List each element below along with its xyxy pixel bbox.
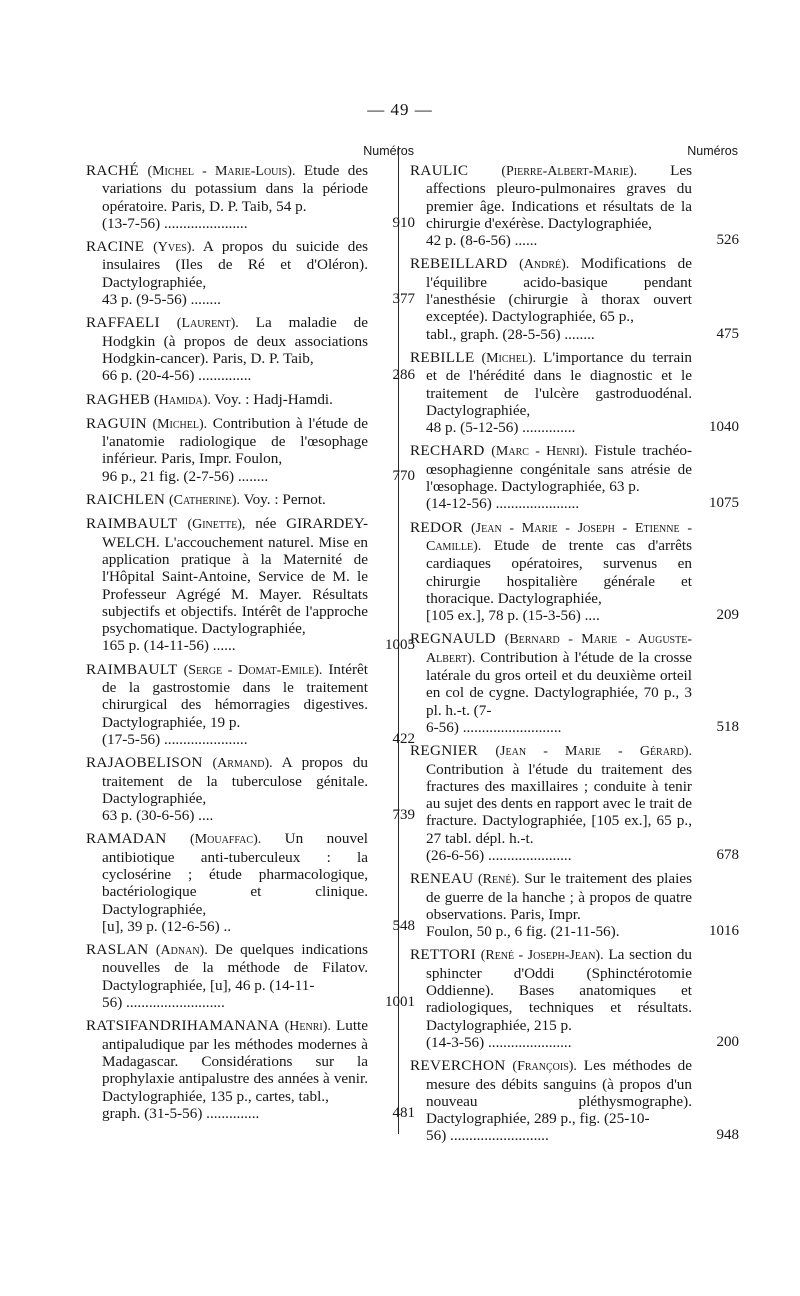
page-number: — 49 —	[367, 100, 433, 119]
thesis-description: Fistule trachéo-œsophagienne congénitale sans atrésie de l'œsophage. Dactylographiée, 63 p.	[426, 442, 692, 496]
author-surname: RETTORI	[410, 946, 476, 964]
thesis-date-line: 6-56) ..........................	[426, 718, 562, 736]
index-entry	[410, 946, 739, 1051]
author-surname: REDOR	[410, 518, 463, 536]
entry-number: 286	[392, 367, 415, 384]
author-surname: RATSIFANDRIHAMANANA	[86, 1017, 280, 1035]
thesis-date-line: 96 p., 21 fig. (2-7-56) ........	[102, 467, 269, 485]
entry-text	[86, 238, 368, 291]
entry-text	[410, 630, 692, 718]
author-given-names: (Michel).	[152, 416, 208, 432]
author-given-names: (André).	[519, 257, 570, 273]
entry-number: 1016	[709, 923, 739, 940]
thesis-date-line: [105 ex.], 78 p. (15-3-56) ....	[426, 607, 600, 625]
column-header-right: Numéros	[687, 144, 738, 158]
thesis-description: De quelques indications nouvelles de la méthode de Filatov. Dactylographiée, [u], 46 p. (14-11-	[102, 941, 369, 994]
index-entry	[86, 162, 415, 232]
entry-text	[86, 491, 368, 509]
entry-text	[86, 754, 368, 807]
entry-text	[410, 519, 692, 607]
index-entry	[86, 660, 415, 748]
author-given-names: (Adnan).	[155, 943, 208, 959]
thesis-description: Contribution à l'étude de l'anatomie radiologique de l'œsophage inférieur. Paris, Impr. Foulon,	[102, 414, 368, 468]
index-entry	[410, 255, 739, 343]
author-surname: RAIMBAULT	[86, 515, 178, 533]
index-entry	[410, 1057, 739, 1145]
author-surname: REVERCHON	[410, 1057, 506, 1075]
index-entry	[410, 518, 739, 625]
thesis-date-line: 48 p. (5-12-56) ..............	[426, 419, 576, 437]
thesis-description: Etude de trente cas d'arrêts cardiaques opératoires, survenus en chirurgie hospitalière générale et thoracique. Dactylographiée,	[426, 536, 692, 607]
thesis-description: Voy. : Pernot.	[243, 491, 326, 509]
index-entry	[86, 941, 415, 1012]
author-surname: RAIMBAULT	[86, 660, 178, 678]
thesis-date-line: (14-12-56) ......................	[426, 495, 580, 513]
thesis-description: A propos du traitement de la tuberculose génitale. Dactylographiée,	[102, 754, 368, 807]
index-entry	[86, 515, 415, 655]
entry-number: 209	[716, 607, 739, 624]
index-entry	[410, 348, 739, 437]
author-given-names: (Pierre-Albert-Marie).	[501, 164, 638, 179]
entry-text	[86, 162, 368, 215]
entry-text	[410, 742, 692, 847]
author-given-names: (François).	[512, 1059, 577, 1075]
author-surname: RASLAN	[86, 941, 149, 959]
thesis-date-line: 43 p. (9-5-56) ........	[102, 291, 221, 309]
entry-number: 678	[716, 846, 739, 863]
index-entry	[410, 442, 739, 513]
entry-text	[410, 255, 692, 325]
thesis-date-line: (17-5-56) ......................	[102, 730, 248, 748]
author-given-names: (Catherine).	[168, 493, 241, 509]
author-surname: RAMADAN	[86, 830, 167, 848]
entry-number: 1005	[385, 637, 415, 654]
index-entry	[86, 314, 415, 385]
author-given-names: (Hamida).	[154, 392, 211, 408]
author-given-names: (Laurent).	[176, 316, 239, 332]
entry-text	[86, 661, 368, 731]
entry-text	[410, 946, 692, 1033]
entry-text	[410, 162, 692, 232]
author-surname: REGNIER	[410, 742, 478, 760]
entry-number: 200	[716, 1033, 739, 1050]
thesis-date-line: (13-7-56) ......................	[102, 214, 248, 232]
thesis-description: Contribution à l'étude du traitement des fractures des maxillaires ; conduite à tenir au sujet des dents en rapport avec le trait de fracture. Dactylographiée, [105 ex.], 65 p., 27 tabl. dépl. h.-t.	[426, 760, 692, 847]
index-entry	[410, 870, 739, 941]
entry-text	[410, 870, 692, 923]
entry-number: 739	[392, 807, 415, 824]
index-entry	[410, 742, 739, 864]
entry-text	[410, 1057, 692, 1127]
index-entry	[86, 238, 415, 309]
author-given-names: (Mouaffac).	[190, 832, 262, 848]
right-column	[410, 140, 739, 1151]
index-entry	[86, 830, 415, 935]
thesis-date-line: 56) ..........................	[102, 994, 225, 1012]
thesis-description: L'importance du terrain et de l'hérédité dans le diagnostic et le traitement de l'ulcère gastroduodénal. Dactylographiée,	[426, 348, 693, 419]
entry-text	[86, 314, 368, 367]
index-entry	[410, 630, 739, 736]
author-surname: RAFFAELI	[86, 314, 160, 332]
entry-text	[86, 830, 368, 917]
left-entry-list	[86, 162, 415, 1122]
thesis-description: Lutte antipaludique par les méthodes modernes à Madagascar. Considérations sur la prophylaxie antipalustre des années à venir. Dactylographiée, 135 p., cartes, tabl.,	[102, 1017, 369, 1105]
thesis-description: La maladie de Hodgkin (à propos de deux associations Hodgkin-cancer). Paris, D. P. Taib,	[102, 314, 369, 367]
entry-number: 526	[716, 232, 739, 249]
thesis-date-line: 165 p. (14-11-56) ......	[102, 637, 236, 655]
thesis-date-line: 42 p. (8-6-56) ......	[426, 232, 538, 250]
right-entry-list	[410, 162, 739, 1145]
entry-text	[86, 941, 368, 994]
author-surname: REBEILLARD	[410, 255, 508, 273]
author-surname: RENEAU	[410, 870, 474, 888]
thesis-description: Les affections pleuro-pulmonaires graves du premier âge. Indications et résultats de la chirurgie d'exérèse. Dactylographiée,	[426, 162, 692, 232]
entry-number: 481	[392, 1104, 415, 1121]
author-given-names: (Armand).	[212, 756, 273, 772]
entry-number: 548	[392, 917, 415, 934]
author-given-names: (Henri).	[284, 1019, 331, 1035]
thesis-date-line: [u], 39 p. (12-6-56) ..	[102, 917, 232, 935]
thesis-description: Contribution à l'étude de la crosse latérale du gros orteil et du deuxième orteil en col de cygne. Dactylographiée, 70 p., 3 pl. h.-t. (7-	[426, 648, 693, 719]
thesis-description: Voy. : Hadj-Hamdi.	[214, 390, 333, 408]
entry-text	[410, 442, 692, 495]
entry-number: 948	[716, 1127, 739, 1144]
thesis-date-line: (14-3-56) ......................	[426, 1033, 572, 1051]
index-entry	[86, 754, 415, 825]
author-given-names: (Jean - Marie - Joseph - Etienne - Camille).	[426, 520, 692, 554]
author-surname: RECHARD	[410, 442, 485, 460]
author-surname: REBILLE	[410, 348, 475, 366]
author-given-names: (Michel).	[481, 350, 537, 366]
author-given-names: (Jean - Marie - Gérard).	[495, 744, 692, 760]
author-surname: RACINE	[86, 238, 145, 256]
entry-text	[410, 349, 692, 419]
thesis-date-line: tabl., graph. (28-5-56) ........	[426, 325, 595, 343]
thesis-description: Intérêt de la gastrostomie dans le traitement chirurgical des hémorragies digestives. Dactylographiée, 19 p.	[102, 660, 368, 731]
author-surname: RACHÉ	[86, 162, 139, 179]
entry-text	[86, 1017, 368, 1104]
thesis-description: Un nouvel antibiotique anti-tuberculeux : la cyclosérine ; étude pharmacologique, bactériologique et clinique. Dactylographiée,	[102, 830, 369, 918]
left-column	[86, 140, 415, 1128]
thesis-description: Sur le traitement des plaies de guerre de la hanche ; à propos de quatre observations. Paris, Impr.	[426, 870, 693, 923]
entry-number: 377	[392, 291, 415, 308]
index-entry	[86, 1017, 415, 1122]
thesis-date-line: (26-6-56) ......................	[426, 846, 572, 864]
author-given-names: (Serge - Domat-Emile).	[183, 662, 323, 678]
author-surname: REGNAULD	[410, 630, 496, 648]
entry-text	[86, 391, 368, 409]
thesis-date-line: 63 p. (30-6-56) ....	[102, 807, 214, 825]
thesis-date-line: graph. (31-5-56) ..............	[102, 1104, 260, 1122]
entry-number: 910	[392, 214, 415, 231]
entry-number: 475	[716, 325, 739, 342]
author-given-names: (Ginette),	[187, 517, 246, 533]
thesis-description: Modifications de l'équilibre acido-basique pendant l'anesthésie (chirurgie à thorax ouvert exceptée). Dactylographiée, 65 p.,	[426, 255, 693, 326]
entry-number: 1001	[385, 994, 415, 1011]
thesis-date-line: 66 p. (20-4-56) ..............	[102, 367, 252, 385]
entry-number: 1040	[709, 419, 739, 436]
author-surname: RAJAOBELISON	[86, 754, 203, 772]
entry-number: 770	[392, 467, 415, 484]
author-surname: RAGUIN	[86, 414, 147, 432]
index-entry	[86, 414, 415, 485]
thesis-description: née GIRARDEY-WELCH. L'accouchement naturel. Mise en application pratique à la Maternité de l'Hôpital Saint-Antoine, Service de M. le Professeur Agrégé M. Mayer. Résultats subjectifs et objectifs. Intérêt de l'approche psychomatique. Dactylographiée,	[102, 515, 369, 638]
entry-number: 1075	[709, 495, 739, 512]
thesis-description: Les méthodes de mesure des débits sanguins (à propos d'un nouveau pléthysmographe). Dactylographiée, 289 p., fig. (25-10-	[426, 1057, 693, 1128]
index-entry	[410, 162, 739, 250]
thesis-date-line: Foulon, 50 p., 6 fig. (21-11-56).	[426, 923, 620, 941]
column-header-left: Numéros	[363, 144, 414, 158]
index-entry	[86, 491, 368, 509]
thesis-date-line: 56) ..........................	[426, 1127, 549, 1145]
index-entry	[86, 391, 368, 409]
thesis-description: La section du sphincter d'Oddi (Sphinctérotomie Oddienne). Bases anatomiques et radiologiques, techniques et résultats. Dactylographiée, 215 p.	[426, 946, 693, 1034]
author-given-names: (Bernard - Marie - Auguste-Albert).	[426, 632, 692, 666]
author-given-names: (Yves).	[153, 240, 195, 256]
entry-text	[86, 515, 368, 637]
thesis-description: Etude des variations du potassium dans la période opératoire. Paris, D. P. Taib, 54 p.	[102, 162, 369, 215]
author-given-names: (Marc - Henri).	[491, 444, 588, 460]
author-given-names: (René).	[478, 872, 520, 888]
author-surname: RAGHEB	[86, 390, 151, 408]
author-surname: RAICHLEN	[86, 491, 166, 509]
thesis-description: A propos du suicide des insulaires (Iles de Ré et d'Oléron). Dactylographiée,	[102, 238, 368, 291]
author-surname: RAULIC	[410, 162, 469, 179]
entry-text	[86, 415, 368, 468]
author-given-names: (René - Joseph-Jean).	[480, 948, 604, 964]
author-given-names: (Michel - Marie-Louis).	[147, 164, 296, 179]
entry-number: 422	[392, 730, 415, 747]
entry-number: 518	[716, 718, 739, 735]
